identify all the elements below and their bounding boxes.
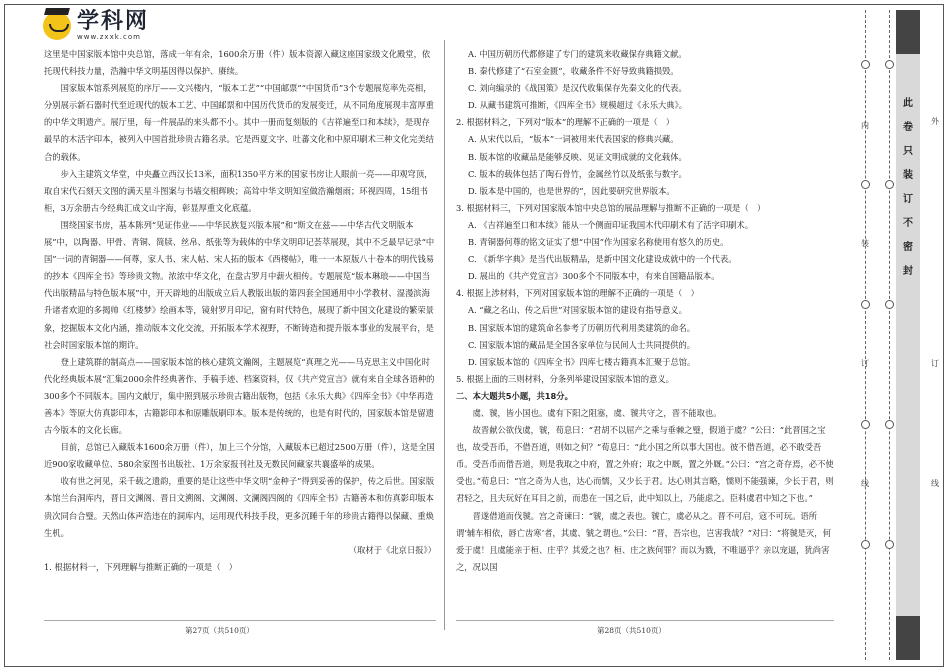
option: C. 版本的载体包括了陶石骨竹，金属丝竹以及纸张与数字。	[468, 168, 687, 179]
binding-hole-icon	[861, 60, 870, 69]
option: A. 中国历朝历代都修建了专门的建筑来收藏保存典籍文献。	[468, 49, 687, 59]
option: A. 《吉祥遍至口和本续》能从一个侧面印证我国木代印刷术有了活字印刷术。	[468, 219, 754, 230]
binding-word: 订	[861, 359, 869, 368]
footer-rule	[44, 620, 436, 621]
binding-hole-icon	[885, 60, 894, 69]
passage-paragraph: 故晋献公欲伐虞，虢，荀息曰：“君胡不以屈产之乘与垂棘之璧，假道于虞？”公曰：“此晋国之宝也，故受吾币，不借吾道，则如之何？”荀息曰：“此小国之所以事大国也。彼不借吾道，必不敢受吾币。受吾币而借吾道，则是我取之中府，置之外府；取之中厩，置之外厩。”公曰：“宫之奇存焉，必不使受也。”荀息曰：“宫之奇为人也，达心而懦，又少长于君。达心则其言略，懦则不能强谏，少长于君，则君轻之，且夫玩好在耳目之前，而患在一国之后，此中知以上，乃能虑之。臣料虞君中知之下也。”	[456, 425, 834, 504]
binding-hole-icon	[885, 180, 894, 189]
option: D. 从藏书建筑可推断，《四库全书》规模超过《永乐大典》。	[468, 100, 688, 111]
source-note: （取材于《北京日报》）	[348, 544, 436, 555]
binding-line-outer	[889, 10, 890, 660]
option: D. 版本是中国的，也是世界的”，因此要研究世界版本。	[468, 185, 675, 196]
paragraph: 收有世之河见，采千载之遗韵，重要的是让这些中华文明“金种子”得到妥善的保护，传之后世。国家版本馆兰台洞库内，晋日文渊阁、晋日文溯阁、文渊阁、文澜阁四阁的《四库全书》古籍善本和仿真影印版本贵次同台合璧。天然山体声浩违在的洞库内，运用现代科技手段，更多沉睡千年的珍贵古籍得以保藏、重焕生机。	[44, 476, 435, 538]
binding-hole-icon	[885, 540, 894, 549]
logo-url: www.zxxk.com	[77, 33, 141, 41]
paragraph: 目前，总馆已入藏版本1600余万册（件），加上三个分馆，入藏版本已超过2500万册（件），这是全国近900家收藏单位、580余家图书出版社、1万余家报刊社及无数民间藏家共襄盛举的成果。	[44, 442, 435, 470]
binding-word: 订	[931, 359, 939, 368]
option: B. 青铜器何尊的铭文证实了想“中国”作为国家名称使用有悠久的历史。	[468, 237, 729, 248]
option: C. 刘向编录的《战国策》是汉代收集保存先秦文化的代表。	[468, 83, 687, 94]
page-number-right: 第28页（共510页）	[597, 626, 666, 635]
column-divider	[444, 40, 445, 630]
option: C. 《新华字典》是当代出版精品，是新中国文化建设成就中的一个代表。	[468, 254, 737, 265]
option: A. 从宋代以后，“版本”一词被用来代表国家的修典兴藏。	[468, 134, 679, 145]
logo-mascot-icon	[43, 12, 71, 40]
binding-line-inner	[865, 10, 866, 660]
logo-name: 学科网	[77, 9, 150, 34]
binding-hole-icon	[861, 540, 870, 549]
paragraph: 步入主建筑文华堂，中央矗立西汉长13米，面积1350平方米的国家书房让人眼前一亮——印观穹顶，取自宋代石刻天文图的满天星斗图案与书墙交相辉映；高耸中华文明知室做浩瀚烟雨；环视四周，15组书柜，3万余册古今经典汇成文山字海，彰显厚重文化底蕴。	[44, 168, 433, 213]
paragraph: 围绕国家书房，基本陈列“见证伟业——中华民族复兴版本展”和“斯文在兹——中华古代文明版本展”中，以陶器、甲骨、青铜、简牍、丝帛、纸张等为载体的中华文明印记荟萃展现，其中不乏最早记录“中国”一词的青铜器——何尊，家人书、宋人帖、宋人拓的版本《西楼帖》，唯一一本原版八十卷本的明代钱易的抄本《四库全书》等珍贵文物。浓浓中华文化，在盘古罗月中薪火相传。专题展览“版本琳琅——中国当代出版精品与特色版本展”中，开天辟地的出版成立后人教版出版的第四套全国通用中小学教材、湿漫滨海升诸者欢迎的多揭帅《红楼梦》绘画本等，镜射罗月印记，窗有时代特色，展现了新中国文化建设的繁荣景象，挖掘版本文化内涵，推动版本文化交流，开拓版本学术视野，不断铸造和提升版本事业的发展平台，是社会时国家版本馆的期许。	[44, 219, 435, 350]
binding-word: 内	[861, 121, 869, 130]
option: B. 国家版本馆的建筑命名参考了历朝历代利用类建筑的命名。	[468, 322, 696, 333]
option: D. 国家版本馆的《四库全书》四库七楼古籍真本汇聚于总馆。	[468, 356, 696, 367]
binding-word: 外	[931, 117, 939, 126]
option: C. 国家版本馆的藏品是全国各家单位与民间人士共同提供的。	[468, 339, 696, 350]
page-number-left: 第27页（共510页）	[185, 626, 254, 635]
binding-word: 装	[861, 239, 869, 248]
question-2: 2. 根据材料之，下列对“版本”的理解不正确的一项是（ ）	[456, 117, 675, 128]
option: A. “藏之名山、传之后世”对国家版本馆的建设有指导意义。	[468, 305, 687, 316]
question-1: 1. 根据材料一，下列理解与推断正确的一项是（ ）	[44, 561, 238, 572]
seal-text: 此 卷 只 装 订 不 密 封	[903, 98, 913, 277]
paragraph: 国家版本馆系列展览的序厅——文兴楼内，“版本工艺”“中国邮票”“中国货币”3个专题展览率先亮相，分别展示新石器时代至近现代的版本工艺、中国邮票和中国历代货币的发展变迁，从不同角度展现丰富厚重的中华文明遗产。展厅里，每一件展品的来头都不小。其中一册而复刻版的《吉祥遍至口和本续》，是现存最早的木活字印本，被列入中国首批珍贵古籍名录。它是西夏文字、吐蕃文化和中原印刷术三种文化完美结合的载体。	[44, 83, 434, 162]
binding-hole-icon	[885, 300, 894, 309]
question-4: 4. 根据上涉材料，下列对国家版本馆的理解不正确的一项是（ ）	[456, 288, 699, 299]
option: D. 展出的《共产党宣言》300多个不同版本中，有来自国籍品版本。	[468, 271, 720, 282]
question-5: 5. 根据上面的三则材料，分条列举建设国家版本馆的意义。	[456, 373, 674, 384]
binding-hole-icon	[885, 420, 894, 429]
passage-paragraph: 晋遂借道而伐虢。宫之奇谏曰：“虢，虞之表也。虢亡，虞必从之。晋不可启，寇不可玩。语所谓‘辅车相依，唇亡齿寒’者，其虞、虢之谓也。”公曰：“晋，吾宗也，岂害我哉？”对曰：“将虢是灭，何爱于虞！且虞能亲于桓、庄乎？其爱之也？桓、庄之族何罪？而以为戮，不唯逼乎？亲以宠逼，犹尚害之，况以国	[456, 510, 831, 572]
passage-paragraph: 虞、虢，皆小国也。虞有下阳之阻塞，虞、虢共守之，晋不能取也。	[472, 407, 722, 418]
binding-hole-icon	[861, 180, 870, 189]
binding-hole-icon	[861, 420, 870, 429]
right-column	[456, 46, 834, 576]
footer-rule	[456, 620, 834, 621]
logo	[43, 11, 149, 41]
binding-hole-icon	[861, 300, 870, 309]
option: B. 秦代修建了“石室金匮”，收藏条件不好导致典籍损毁。	[468, 66, 679, 77]
section-heading: 二、本大题共5小题，共18分。	[456, 390, 573, 401]
paragraph: 登上建筑群的制高点——国家版本馆的核心建筑文瀚阁，主题展览“真理之光——马克思主义中国化时代化经典版本展”汇集2000余件经典著作、手稿手迹、档案资料，仅《共产党宣言》就有来自全球各语种的300多个不同版本。国内文献厅，集中照到展示珍贵古籍出版物，包括《永乐大典》《四库全书》《中华再造善本》等原大仿真影印本，古籍影印本和原雕版刷印本。版本是传统的，也是有时代的，国家版本馆是留遗古今版本的文化长廊。	[44, 356, 435, 436]
question-3: 3. 根据材料三，下列对国家版本馆中央总馆的展品理解与推断不正确的一项是（ ）	[456, 202, 766, 213]
left-column	[44, 46, 436, 576]
paragraph: 这里是中国家版本馆中央总馆，落成一年有余，1600余万册（件）版本资源入藏这座国家级文化殿堂，依托现代科技力量，浩瀚中华文明基因得以保护、赓续。	[44, 49, 431, 77]
binding-word: 线	[861, 479, 869, 488]
seal-strip	[896, 10, 920, 660]
option: B. 版本馆的收藏品是能够反映、见证文明成就的文化载体。	[468, 151, 687, 162]
binding-word: 线	[931, 479, 939, 488]
